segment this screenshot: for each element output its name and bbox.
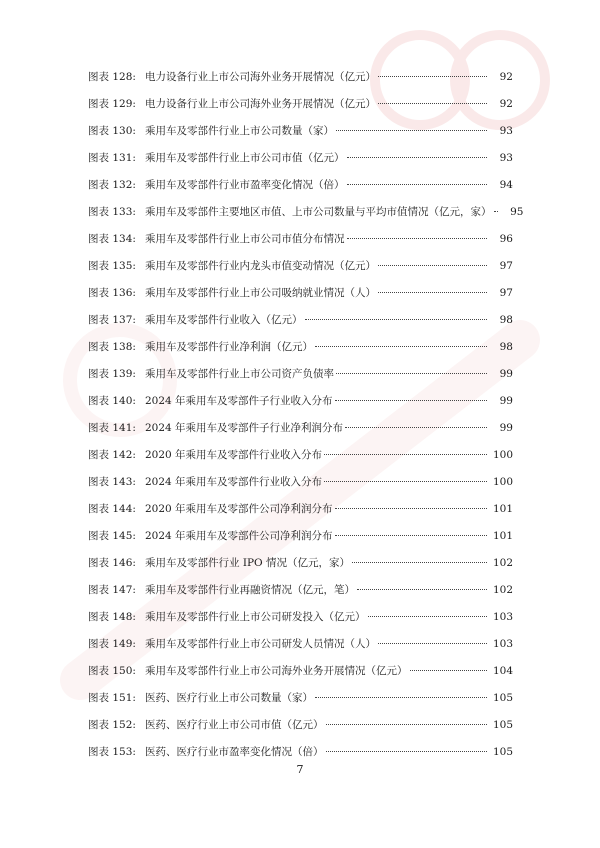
page-number: 7 <box>296 763 304 776</box>
toc-entry[interactable] <box>88 475 513 502</box>
toc-entry[interactable] <box>88 691 513 718</box>
figure-title: 乘用车及零部件行业市盈率变化情况（倍） <box>145 179 345 191</box>
figure-number: 图表 138: <box>88 341 136 353</box>
figure-title: 医药、医疗行业市盈率变化情况（倍） <box>145 746 324 758</box>
dot-leader <box>326 724 488 725</box>
toc-entry[interactable] <box>88 448 513 475</box>
figure-number: 图表 129: <box>88 98 136 110</box>
figure-title: 乘用车及零部件行业上市公司吸纳就业情况（人） <box>145 287 376 299</box>
toc-entry[interactable] <box>88 502 513 529</box>
dot-leader <box>335 508 487 509</box>
figure-title: 乘用车及零部件行业上市公司资产负债率 <box>145 368 334 380</box>
toc-entry[interactable] <box>88 232 513 259</box>
figure-title: 乘用车及零部件行业上市公司数量（家） <box>145 125 334 137</box>
figure-title: 乘用车及零部件行业上市公司海外业务开展情况（亿元） <box>145 665 408 677</box>
figure-page-number: 92 <box>499 71 513 83</box>
figure-title: 医药、医疗行业上市公司数量（家） <box>145 692 313 704</box>
figure-number: 图表 134: <box>88 233 136 245</box>
toc-entry[interactable] <box>88 259 513 286</box>
figure-number: 图表 151: <box>88 692 136 704</box>
figure-number: 图表 150: <box>88 665 136 677</box>
figure-page-number: 94 <box>499 179 513 191</box>
figure-title: 乘用车及零部件行业上市公司市值（亿元） <box>145 152 345 164</box>
figure-title: 乘用车及零部件行业收入（亿元） <box>145 314 303 326</box>
figure-number: 图表 141: <box>88 422 136 434</box>
figure-page-number: 95 <box>510 206 524 218</box>
figure-title: 电力设备行业上市公司海外业务开展情况（亿元） <box>145 98 376 110</box>
figure-page-number: 105 <box>492 692 513 704</box>
dot-leader <box>357 589 487 590</box>
dot-leader <box>335 535 487 536</box>
figure-page-number: 102 <box>492 557 513 569</box>
figure-number: 图表 142: <box>88 449 136 461</box>
figure-title: 2024 年乘用车及零部件公司净利润分布 <box>145 530 333 542</box>
figure-number: 图表 143: <box>88 476 136 488</box>
dot-leader <box>315 346 487 347</box>
figure-title: 2020 年乘用车及零部件行业收入分布 <box>145 449 323 461</box>
figure-page-number: 105 <box>492 746 513 758</box>
figure-title: 乘用车及零部件行业再融资情况（亿元，笔） <box>145 584 355 596</box>
figure-title: 乘用车及零部件行业上市公司研发人员情况（人） <box>145 638 376 650</box>
figure-page-number: 105 <box>492 719 513 731</box>
figure-page-number: 98 <box>499 341 513 353</box>
toc-entry[interactable] <box>88 151 513 178</box>
dot-leader <box>494 211 498 212</box>
toc-entry[interactable] <box>88 124 513 151</box>
figure-title: 医药、医疗行业上市公司市值（亿元） <box>145 719 324 731</box>
dot-leader <box>378 76 487 77</box>
figure-number: 图表 131: <box>88 152 136 164</box>
figure-page-number: 97 <box>499 287 513 299</box>
toc-entry[interactable] <box>88 70 513 97</box>
figure-page-number: 96 <box>499 233 513 245</box>
figure-page-number: 93 <box>499 152 513 164</box>
dot-leader <box>347 157 488 158</box>
figure-title: 乘用车及零部件行业内龙头市值变动情况（亿元） <box>145 260 376 272</box>
dot-leader <box>368 616 488 617</box>
toc-entry[interactable] <box>88 367 513 394</box>
figure-page-number: 93 <box>499 125 513 137</box>
figure-page-number: 103 <box>492 611 513 623</box>
dot-leader <box>378 103 487 104</box>
toc-entry[interactable] <box>88 97 513 124</box>
figure-page-number: 101 <box>492 530 513 542</box>
figure-number: 图表 132: <box>88 179 136 191</box>
toc-entry[interactable] <box>88 556 513 583</box>
figure-page-number: 100 <box>492 476 513 488</box>
dot-leader <box>315 697 487 698</box>
figure-number: 图表 149: <box>88 638 136 650</box>
figure-page-number: 103 <box>492 638 513 650</box>
figure-page-number: 101 <box>492 503 513 515</box>
dot-leader <box>345 427 487 428</box>
dot-leader <box>324 481 487 482</box>
dot-leader <box>352 562 487 563</box>
figure-number: 图表 145: <box>88 530 136 542</box>
figure-title: 乘用车及零部件行业上市公司市值分布情况 <box>145 233 345 245</box>
figure-number: 图表 135: <box>88 260 136 272</box>
toc-entry[interactable] <box>88 313 513 340</box>
dot-leader <box>378 265 487 266</box>
figure-number: 图表 153: <box>88 746 136 758</box>
figure-number: 图表 128: <box>88 71 136 83</box>
toc-entry[interactable] <box>88 583 513 610</box>
dot-leader <box>324 454 487 455</box>
dot-leader <box>378 292 487 293</box>
toc-entry[interactable] <box>88 664 513 691</box>
figure-number: 图表 148: <box>88 611 136 623</box>
figure-number: 图表 147: <box>88 584 136 596</box>
figure-page-number: 97 <box>499 260 513 272</box>
toc-entry[interactable] <box>88 529 513 556</box>
figure-page-number: 98 <box>499 314 513 326</box>
figure-page-number: 99 <box>499 422 513 434</box>
figure-page-number: 104 <box>492 665 513 677</box>
figure-number: 图表 139: <box>88 368 136 380</box>
dot-leader <box>410 670 488 671</box>
figure-number: 图表 137: <box>88 314 136 326</box>
figure-title: 电力设备行业上市公司海外业务开展情况（亿元） <box>145 71 376 83</box>
figure-page-number: 102 <box>492 584 513 596</box>
figure-number: 图表 136: <box>88 287 136 299</box>
dot-leader <box>335 400 487 401</box>
toc-entry[interactable] <box>88 178 513 205</box>
dot-leader <box>305 319 488 320</box>
list-of-figures <box>88 70 524 772</box>
figure-number: 图表 133: <box>88 206 136 218</box>
figure-title: 乘用车及零部件行业 IPO 情况（亿元，家） <box>145 557 350 569</box>
figure-number: 图表 140: <box>88 395 136 407</box>
toc-entry[interactable] <box>88 610 513 637</box>
toc-entry[interactable] <box>88 340 513 367</box>
figure-page-number: 99 <box>499 368 513 380</box>
figure-page-number: 100 <box>492 449 513 461</box>
dot-leader <box>378 643 487 644</box>
toc-entry[interactable] <box>88 394 513 421</box>
figure-title: 乘用车及零部件行业上市公司研发投入（亿元） <box>145 611 366 623</box>
dot-leader <box>336 373 487 374</box>
toc-entry[interactable] <box>88 421 513 448</box>
figure-title: 2024 年乘用车及零部件行业收入分布 <box>145 476 323 488</box>
figure-title: 2024 年乘用车及零部件子行业净利润分布 <box>145 422 344 434</box>
figure-title: 2024 年乘用车及零部件子行业收入分布 <box>145 395 333 407</box>
figure-number: 图表 146: <box>88 557 136 569</box>
dot-leader <box>326 751 488 752</box>
figure-title: 乘用车及零部件主要地区市值、上市公司数量与平均市值情况（亿元，家） <box>145 206 492 218</box>
figure-title: 2020 年乘用车及零部件公司净利润分布 <box>145 503 333 515</box>
dot-leader <box>336 130 487 131</box>
dot-leader <box>347 184 488 185</box>
figure-page-number: 92 <box>499 98 513 110</box>
toc-entry[interactable] <box>88 637 513 664</box>
figure-number: 图表 130: <box>88 125 136 137</box>
figure-page-number: 99 <box>499 395 513 407</box>
figure-number: 图表 144: <box>88 503 136 515</box>
dot-leader <box>347 238 488 239</box>
toc-entry[interactable] <box>88 718 513 745</box>
figure-number: 图表 152: <box>88 719 136 731</box>
figure-title: 乘用车及零部件行业净利润（亿元） <box>145 341 313 353</box>
toc-entry[interactable] <box>88 205 524 232</box>
toc-entry[interactable] <box>88 286 513 313</box>
